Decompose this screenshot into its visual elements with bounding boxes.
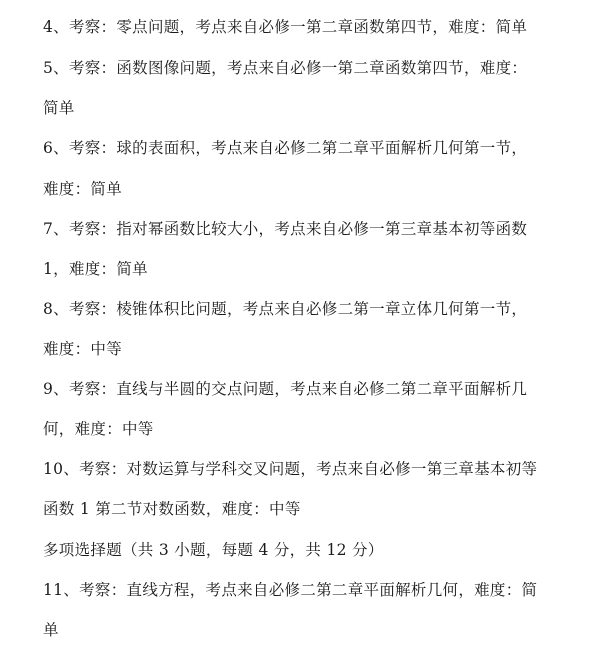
section-heading: 多项选择题（共 3 小题，每题 4 分，共 12 分）	[43, 541, 384, 559]
text-line: 简单	[43, 99, 75, 117]
text-line: 单	[43, 621, 59, 639]
text-line: 1，难度：简单	[43, 260, 148, 278]
text-line: 8、考察：棱锥体积比问题，考点来自必修二第一章立体几何第一节，	[43, 300, 528, 318]
text-line: 11、考察：直线方程，考点来自必修二第二章平面解析几何，难度：简	[43, 581, 538, 599]
text-line: 何，难度：中等	[43, 420, 154, 438]
text-line: 4、考察：零点问题，考点来自必修一第二章函数第四节，难度：简单	[43, 18, 528, 36]
text-line: 函数 1 第二节对数函数，难度：中等	[43, 500, 301, 518]
text-line: 10、考察：对数运算与学科交叉问题，考点来自必修一第三章基本初等	[43, 460, 538, 478]
text-line: 5、考察：函数图像问题，考点来自必修一第二章函数第四节，难度：	[43, 59, 528, 77]
text-line: 难度：简单	[43, 180, 123, 198]
text-line: 难度：中等	[43, 340, 123, 358]
text-line: 6、考察：球的表面积，考点来自必修二第二章平面解析几何第一节，	[43, 139, 528, 157]
text-line: 9、考察：直线与半圆的交点问题，考点来自必修二第二章平面解析几	[43, 380, 528, 398]
text-line: 7、考察：指对幂函数比较大小，考点来自必修一第三章基本初等函数	[43, 220, 528, 238]
